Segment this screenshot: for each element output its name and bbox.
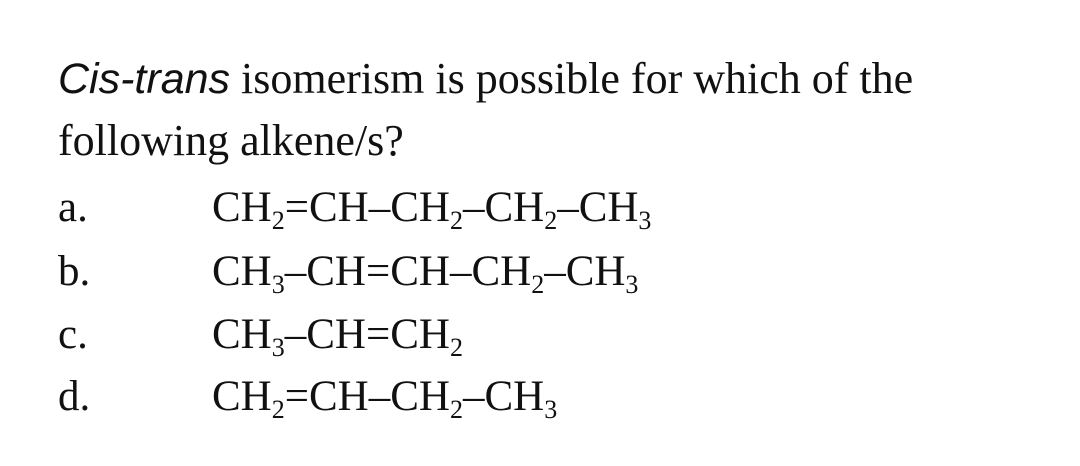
formula-segment: –CH [462, 373, 545, 420]
question-line-1: isomerism is possible for which of the [230, 54, 914, 103]
option-label: a. [58, 184, 88, 231]
option-d [58, 367, 1058, 427]
formula-segment: CH [212, 184, 272, 231]
formula-subscript: 2 [271, 206, 285, 235]
option-label: b. [58, 248, 91, 295]
option-label: d. [58, 373, 91, 420]
option-label: c. [58, 311, 88, 358]
formula-segment: –CH [544, 248, 626, 295]
formula-subscript: 2 [449, 395, 463, 424]
formula-subscript: 2 [449, 206, 463, 235]
option-formula [212, 178, 651, 238]
option-formula [212, 305, 463, 365]
formula-subscript: 3 [625, 270, 639, 299]
formula-segment: CH [212, 373, 272, 420]
formula-subscript: 2 [449, 333, 463, 362]
question-italic-term: Cis-trans [58, 55, 231, 103]
option-a [58, 178, 1058, 238]
formula-segment: –CH [557, 184, 639, 231]
formula-subscript: 3 [271, 270, 285, 299]
formula-segment: –CH=CH–CH [284, 248, 532, 295]
option-b [58, 242, 1058, 302]
formula-subscript: 3 [271, 333, 285, 362]
option-c [58, 305, 1058, 365]
formula-subscript: 2 [544, 206, 558, 235]
formula-segment: CH [212, 311, 272, 358]
question-text [58, 48, 1058, 172]
formula-segment: =CH–CH [284, 373, 450, 420]
formula-subscript: 3 [638, 206, 652, 235]
option-formula [212, 242, 638, 302]
formula-segment: –CH=CH [284, 311, 450, 358]
formula-subscript: 3 [544, 395, 558, 424]
question-line-2: following alkene/s? [58, 116, 404, 165]
option-formula [212, 367, 557, 427]
formula-segment: CH [212, 248, 272, 295]
formula-segment: =CH–CH [284, 184, 450, 231]
formula-subscript: 2 [271, 395, 285, 424]
formula-subscript: 2 [531, 270, 545, 299]
formula-segment: –CH [462, 184, 545, 231]
